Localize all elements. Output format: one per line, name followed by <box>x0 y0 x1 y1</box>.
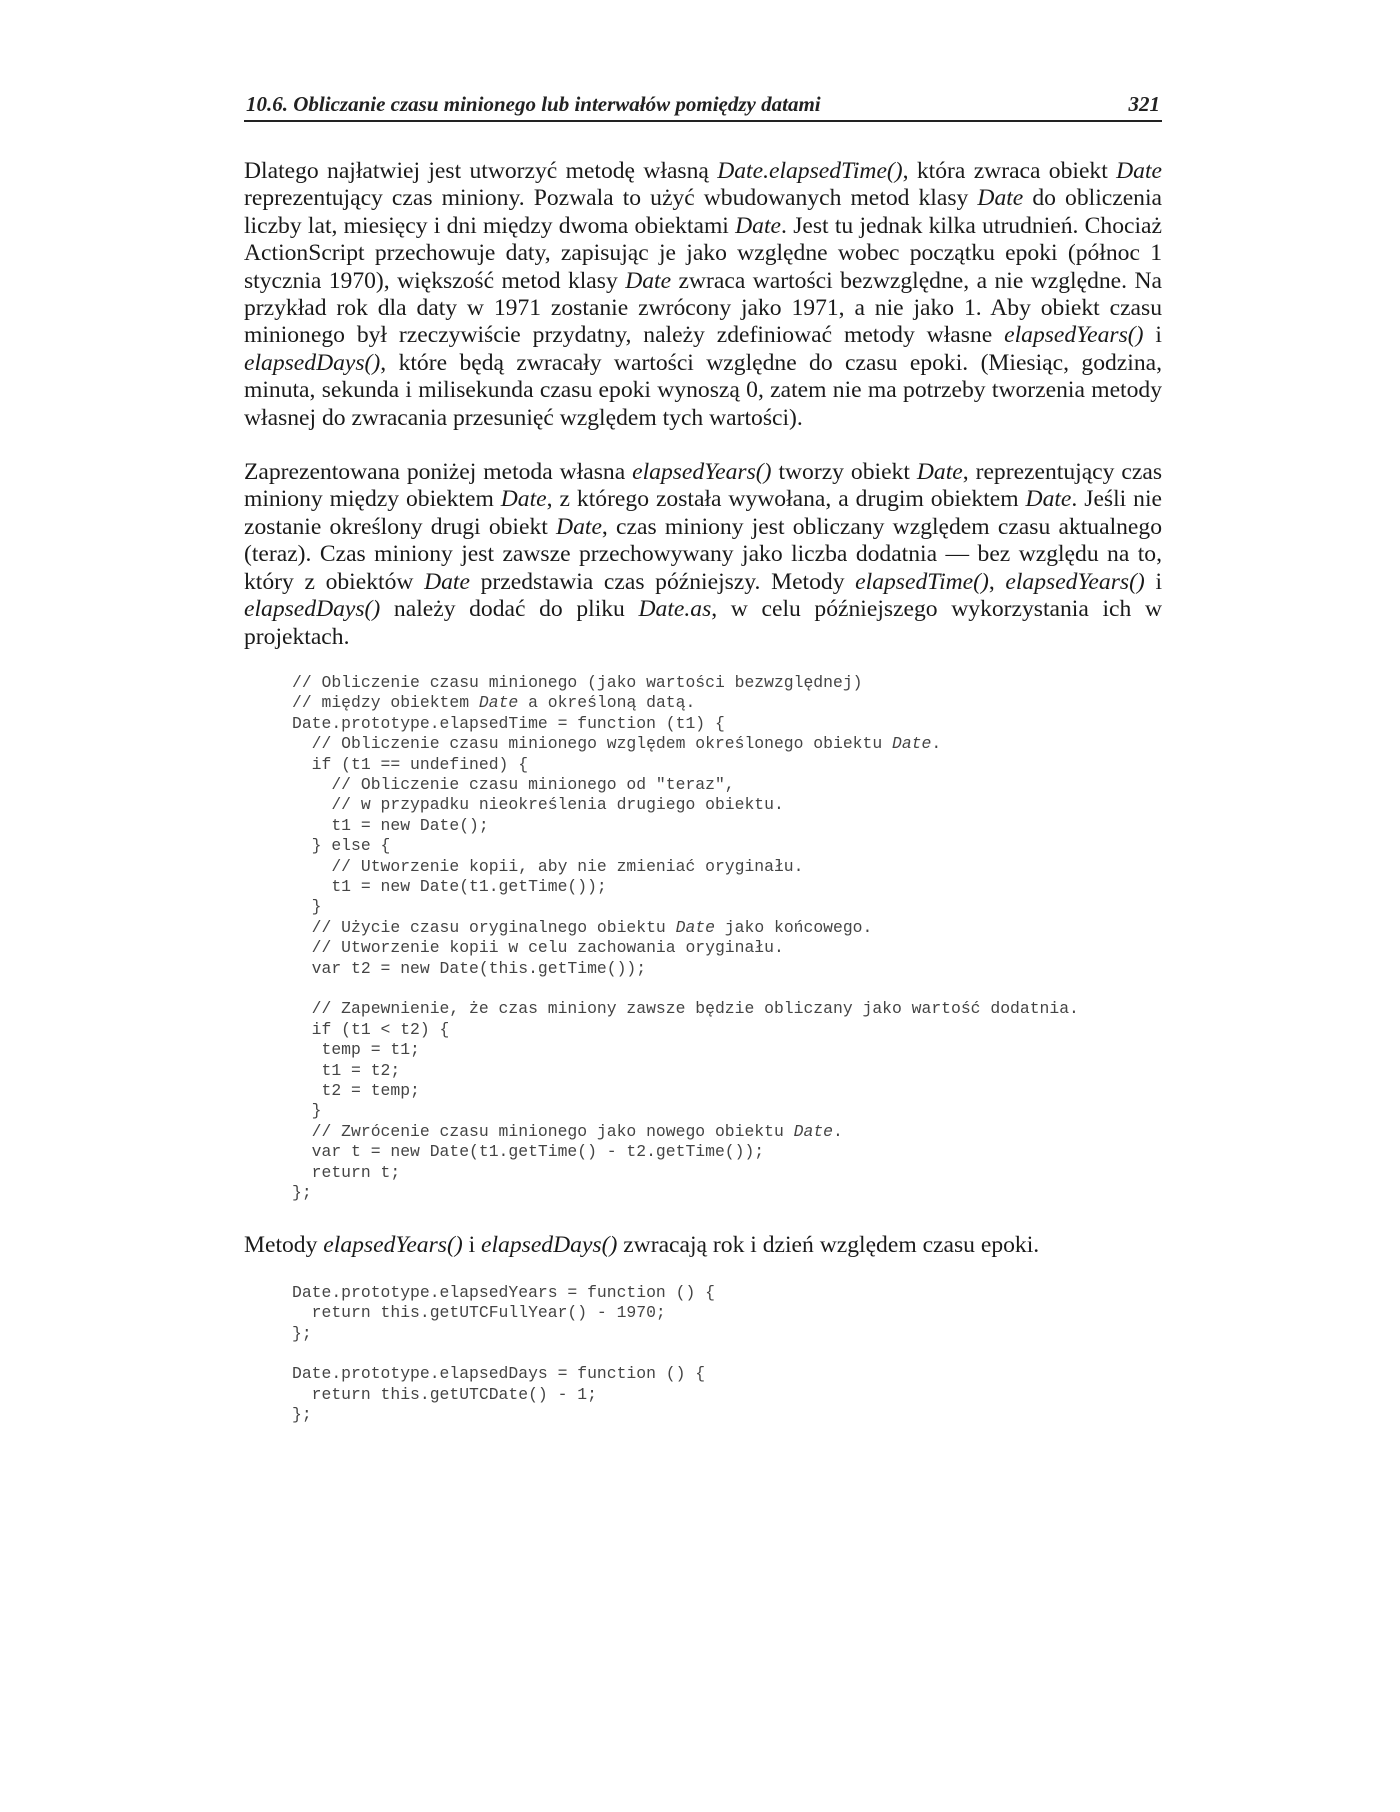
code-text: a określoną datą. <box>518 693 696 713</box>
code-line: // Zapewnienie, że czas miniony zawsze będzie obliczany jako wartość dodatnia. <box>292 999 1079 1019</box>
code-line: // Utworzenie kopii, aby nie zmieniać oryginału. <box>292 856 804 876</box>
code-line: if (t1 < t2) { <box>292 1019 450 1039</box>
code-line: }; <box>292 1183 312 1203</box>
code-class-name: Date <box>478 693 519 713</box>
text-run: należy dodać do pliku <box>380 596 639 623</box>
code-line: } <box>292 1101 322 1121</box>
text-run: i <box>1143 322 1162 349</box>
paragraph-elapsed-time-intro <box>244 158 1162 432</box>
code-line <box>292 918 1162 938</box>
code-line: return this.getUTCDate() - 1; <box>292 1384 597 1404</box>
code-line: temp = t1; <box>292 1040 420 1060</box>
method-name: Date.elapsedTime() <box>717 158 903 184</box>
code-line: } else { <box>292 836 391 856</box>
class-name: Date <box>735 212 782 239</box>
code-text: jako końcowego. <box>714 917 873 937</box>
code-text: // Obliczenie czasu minionego względem określonego obiektu <box>292 734 892 754</box>
code-line <box>292 693 1162 713</box>
code-line <box>292 1122 1162 1142</box>
code-line: // w przypadku nieokreślenia drugiego obiektu. <box>292 795 784 815</box>
code-line <box>292 734 1162 754</box>
text-run: i <box>462 1232 482 1259</box>
code-line: // Utworzenie kopii w celu zachowania oryginału. <box>292 938 784 958</box>
code-class-name: Date <box>892 734 932 754</box>
method-name: elapsedYears() <box>632 459 772 486</box>
code-line: t1 = new Date(); <box>292 815 489 835</box>
text-run: Metody <box>244 1232 324 1259</box>
text-run: , które będą zwracały wartości względne do czasu epoki. (Miesiąc, godzina, minuta, sekunda i milisekunda czasu epoki wynoszą 0, zatem nie ma potrzeby tworzenia metody własnej do zwracania przesunięć względem tych wartości). <box>244 349 1162 431</box>
book-page <box>244 92 1162 1426</box>
text-run: , reprezentujący czas miniony między obiektem <box>244 459 1163 513</box>
text-run: zwraca wartości bezwzględne, a nie względne. Na przykład rok dla daty w 1971 zostanie zwrócony jako 1971, a nie jako 1. Aby obiekt czasu minionego był rzeczywiście przydatny, należy zdefiniować metody własne <box>244 267 1162 349</box>
text-run: tworzy obiekt <box>771 459 917 486</box>
code-text: // Użycie czasu oryginalnego obiektu <box>292 917 676 937</box>
text-run: . Jest tu jednak kilka utrudnień. Chociaż ActionScript przechowuje daty, zapisując je jako względne wobec początku epoki (północ 1 stycznia 1970), większość metod klasy <box>244 212 1162 294</box>
code-line: return this.getUTCFullYear() - 1970; <box>292 1303 666 1323</box>
code-blank-line <box>292 1344 1162 1364</box>
code-text: . <box>931 734 942 754</box>
code-blank-line <box>292 979 1162 999</box>
code-line: // Obliczenie czasu minionego (jako wartości bezwzględnej) <box>292 672 863 692</box>
paragraph-elapsed-years-description <box>244 459 1162 651</box>
class-name: Date <box>424 568 470 595</box>
code-line: var t = new Date(t1.getTime() - t2.getTime()); <box>292 1142 765 1162</box>
class-name: Date <box>916 459 963 486</box>
section-title: 10.6. Obliczanie czasu minionego lub interwałów pomiędzy datami <box>246 92 821 116</box>
code-line: // Obliczenie czasu minionego od "teraz", <box>292 774 735 794</box>
text-run: do obliczenia liczby lat, miesięcy i dni między dwoma obiektami <box>244 185 1162 239</box>
code-line: if (t1 == undefined) { <box>292 754 529 774</box>
text-run: , która zwraca obiekt <box>902 158 1117 184</box>
class-name: Date <box>1116 158 1162 184</box>
code-line: }; <box>292 1405 312 1425</box>
code-line: t1 = new Date(t1.getTime()); <box>292 876 607 896</box>
code-line: Date.prototype.elapsedYears = function () { <box>292 1282 715 1302</box>
code-line: Date.prototype.elapsedTime = function (t1) { <box>292 713 725 733</box>
method-name: elapsedDays() <box>244 349 381 376</box>
code-text: // między obiektem <box>292 693 479 713</box>
code-listing-elapsed-time <box>244 673 1162 1204</box>
code-line: t1 = t2; <box>292 1060 401 1080</box>
paragraph-elapsed-years-days <box>244 1232 1162 1259</box>
code-class-name: Date <box>793 1121 833 1141</box>
code-line: Date.prototype.elapsedDays = function () { <box>292 1364 706 1384</box>
text-run: i <box>1144 568 1162 595</box>
method-name: elapsedYears() <box>1004 322 1144 349</box>
text-run: przedstawia czas późniejszy. Metody <box>469 568 856 595</box>
method-name: elapsedTime() <box>855 568 989 595</box>
code-line: } <box>292 897 322 917</box>
text-run: Zaprezentowana poniżej metoda własna <box>244 459 633 486</box>
text-run: , w celu późniejszego wykorzystania ich w projektach. <box>244 596 1162 650</box>
text-run: , czas miniony jest obliczany względem czasu aktualnego (teraz). Czas miniony jest zawsze przechowywany jako liczba dodatnia — bez względu na to, który z obiektów <box>244 513 1162 595</box>
method-name: elapsedDays() <box>244 596 381 623</box>
code-line: }; <box>292 1323 312 1343</box>
class-name: Date <box>556 513 602 540</box>
text-run: zwracają rok i dzień względem czasu epoki. <box>617 1232 1040 1259</box>
code-line: var t2 = new Date(this.getTime()); <box>292 958 647 978</box>
code-line: return t; <box>292 1162 401 1182</box>
class-name: Date <box>1025 486 1072 513</box>
code-text: // Zwrócenie czasu minionego jako nowego obiektu <box>292 1121 794 1141</box>
running-header <box>244 92 1162 122</box>
code-text: . <box>833 1121 843 1141</box>
method-name: elapsedYears() <box>323 1232 463 1259</box>
text-run: , <box>988 568 1006 595</box>
code-class-name: Date <box>675 917 715 937</box>
class-name: Date <box>625 267 672 294</box>
class-name: Date <box>500 486 547 513</box>
text-run: Dlatego najłatwiej jest utworzyć metodę własną <box>244 158 718 184</box>
code-listing-elapsed-years-days <box>244 1283 1162 1426</box>
method-name: elapsedDays() <box>481 1232 618 1259</box>
class-name: Date <box>977 185 1024 212</box>
method-name: elapsedYears() <box>1005 568 1145 595</box>
text-run: , z którego została wywołana, a drugim obiektem <box>546 486 1026 513</box>
page-number: 321 <box>1128 92 1160 116</box>
code-line: t2 = temp; <box>292 1081 420 1101</box>
text-run: . Jeśli nie zostanie określony drugi obiekt <box>244 486 1162 540</box>
file-name: Date.as <box>638 596 712 623</box>
text-run: reprezentujący czas miniony. Pozwala to użyć wbudowanych metod klasy <box>244 185 978 212</box>
